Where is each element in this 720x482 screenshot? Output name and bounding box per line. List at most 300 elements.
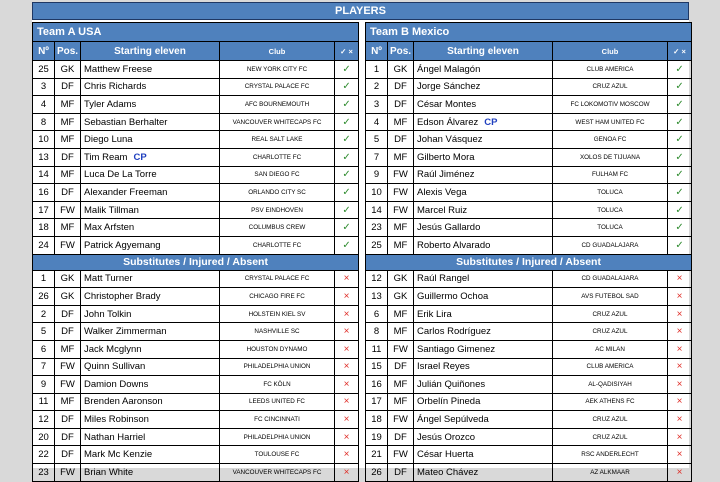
player-name [81, 464, 220, 482]
club-name: CD GUADALAJARA [553, 270, 668, 288]
position: FW [55, 464, 81, 482]
substitute-row [366, 411, 692, 429]
col-status-header: ✓ × [668, 42, 692, 61]
shirt-number: 22 [33, 446, 55, 464]
club-name: CRUZ AZUL [553, 411, 668, 429]
cross-icon: × [335, 358, 359, 376]
cross-icon: × [668, 323, 692, 341]
team-name: Mexico [411, 26, 450, 38]
cross-icon: × [335, 393, 359, 411]
player-name [81, 148, 220, 166]
player-name [414, 376, 553, 394]
club-name: HOLSTEIN KIEL SV [220, 305, 335, 323]
position: GK [55, 270, 81, 288]
player-name-text: Jesús Orozco [417, 431, 476, 443]
substitute-row [33, 376, 359, 394]
starting-player-row [366, 219, 692, 237]
starting-player-row [33, 113, 359, 131]
club-name: NEW YORK CITY FC [220, 61, 335, 79]
club-name: CRYSTAL PALACE FC [220, 270, 335, 288]
cross-icon: × [335, 446, 359, 464]
player-name-text: Gilberto Mora [417, 151, 475, 163]
substitute-row [33, 428, 359, 446]
player-name-text: Tyler Adams [84, 98, 137, 110]
col-number-header: Nº [366, 42, 388, 61]
check-icon: ✓ [335, 78, 359, 96]
position: DF [388, 96, 414, 114]
player-name [414, 428, 553, 446]
club-name: FC LOKOMOTIV MOSCOW [553, 96, 668, 114]
check-icon: ✓ [335, 236, 359, 254]
player-name [414, 446, 553, 464]
position: FW [388, 184, 414, 202]
cross-icon: × [335, 323, 359, 341]
team-a-panel [32, 22, 358, 482]
player-name [414, 288, 553, 306]
club-name: WEST HAM UNITED FC [553, 113, 668, 131]
club-name: CHARLOTTE FC [220, 148, 335, 166]
starting-player-row [366, 148, 692, 166]
position: FW [388, 166, 414, 184]
substitute-row [33, 340, 359, 358]
shirt-number: 10 [33, 131, 55, 149]
player-name-text: Nathan Harriel [84, 431, 146, 443]
substitute-row [33, 446, 359, 464]
substitute-row [33, 464, 359, 482]
shirt-number: 12 [33, 411, 55, 429]
shirt-number: 19 [366, 428, 388, 446]
cross-icon: × [335, 428, 359, 446]
substitute-row [366, 340, 692, 358]
player-name-text: Max Arfsten [84, 222, 135, 234]
player-name [414, 96, 553, 114]
position: MF [388, 219, 414, 237]
position: FW [55, 358, 81, 376]
starting-player-row [33, 166, 359, 184]
club-name: TOLUCA [553, 201, 668, 219]
club-name: XOLOS DE TIJUANA [553, 148, 668, 166]
position: DF [388, 78, 414, 96]
player-name [81, 428, 220, 446]
shirt-number: 18 [366, 411, 388, 429]
club-name: CHICAGO FIRE FC [220, 288, 335, 306]
player-name [414, 464, 553, 482]
captain-badge: CP [484, 116, 498, 128]
substitute-row [366, 270, 692, 288]
player-name-text: Jack Mcglynn [84, 343, 142, 355]
position: MF [388, 113, 414, 131]
position: DF [388, 131, 414, 149]
player-name [414, 358, 553, 376]
substitutes-header: Substitutes / Injured / Absent [366, 254, 692, 270]
club-name: CHARLOTTE FC [220, 236, 335, 254]
column-header-row [33, 42, 359, 61]
position: DF [55, 446, 81, 464]
position: MF [388, 393, 414, 411]
col-starting-header: Starting eleven [414, 42, 553, 61]
club-name: HOUSTON DYNAMO [220, 340, 335, 358]
player-name [81, 323, 220, 341]
player-name-text: Orbelín Pineda [417, 396, 481, 408]
shirt-number: 13 [33, 148, 55, 166]
shirt-number: 23 [366, 219, 388, 237]
starting-player-row [366, 131, 692, 149]
club-name: VANCOUVER WHITECAPS FC [220, 464, 335, 482]
club-name: FC CINCINNATI [220, 411, 335, 429]
player-name [81, 166, 220, 184]
position: MF [388, 376, 414, 394]
substitute-row [366, 446, 692, 464]
team-header [33, 23, 359, 42]
check-icon: ✓ [668, 96, 692, 114]
player-name [414, 340, 553, 358]
player-name-text: Jesús Gallardo [417, 222, 481, 234]
shirt-number: 10 [366, 184, 388, 202]
player-name-text: Santiago Gimenez [417, 343, 496, 355]
player-name-text: César Huerta [417, 449, 474, 461]
cross-icon: × [668, 305, 692, 323]
club-name: COLUMBUS CREW [220, 219, 335, 237]
position: FW [55, 236, 81, 254]
starting-player-row [366, 113, 692, 131]
player-name-text: Quinn Sullivan [84, 361, 146, 373]
player-name-text: Jorge Sánchez [417, 81, 481, 93]
player-name-text: Erik Lira [417, 308, 452, 320]
position: DF [55, 78, 81, 96]
club-name: CRUZ AZUL [553, 428, 668, 446]
player-name-text: Malik Tillman [84, 204, 139, 216]
position: GK [388, 288, 414, 306]
player-name [414, 148, 553, 166]
club-name: VANCOUVER WHITECAPS FC [220, 113, 335, 131]
cross-icon: × [335, 464, 359, 482]
player-name [81, 131, 220, 149]
club-name: AFC BOURNEMOUTH [220, 96, 335, 114]
team-b-table [365, 22, 692, 482]
player-name [81, 184, 220, 202]
team-label: Team A [37, 26, 76, 38]
player-name [81, 358, 220, 376]
player-name-text: César Montes [417, 98, 477, 110]
starting-player-row [33, 148, 359, 166]
col-position-header: Pos. [388, 42, 414, 61]
player-name-text: Sebastian Berhalter [84, 116, 168, 128]
starting-player-row [366, 61, 692, 79]
player-name [81, 96, 220, 114]
player-name-text: Damion Downs [84, 378, 149, 390]
player-name [414, 78, 553, 96]
shirt-number: 25 [366, 236, 388, 254]
position: DF [55, 428, 81, 446]
player-name-text: Mateo Chávez [417, 466, 479, 478]
player-name-text: Roberto Alvarado [417, 239, 491, 251]
position: DF [388, 464, 414, 482]
check-icon: ✓ [335, 61, 359, 79]
player-name-text: Raúl Rangel [417, 273, 470, 285]
shirt-number: 2 [366, 78, 388, 96]
club-name: PHILADELPHIA UNION [220, 428, 335, 446]
position: MF [55, 113, 81, 131]
shirt-number: 9 [33, 376, 55, 394]
check-icon: ✓ [335, 184, 359, 202]
club-name: AL-QADISIYAH [553, 376, 668, 394]
substitute-row [366, 428, 692, 446]
starting-player-row [33, 131, 359, 149]
position: DF [55, 323, 81, 341]
position: GK [55, 61, 81, 79]
starting-player-row [33, 236, 359, 254]
shirt-number: 2 [33, 305, 55, 323]
player-name-text: Matthew Freese [84, 63, 153, 75]
check-icon: ✓ [335, 113, 359, 131]
starting-player-row [33, 61, 359, 79]
player-name-text: Matt Turner [84, 273, 133, 285]
position: FW [388, 446, 414, 464]
cross-icon: × [335, 376, 359, 394]
player-name-text: Patrick Agyemang [84, 239, 161, 251]
player-name [414, 393, 553, 411]
club-name: TOULOUSE FC [220, 446, 335, 464]
check-icon: ✓ [668, 184, 692, 202]
player-name-text: Brian White [84, 466, 134, 478]
cross-icon: × [335, 340, 359, 358]
shirt-number: 11 [366, 340, 388, 358]
substitute-row [366, 393, 692, 411]
club-name: AEK ATHENS FC [553, 393, 668, 411]
cross-icon: × [668, 428, 692, 446]
starting-player-row [33, 219, 359, 237]
position: MF [388, 323, 414, 341]
position: DF [55, 184, 81, 202]
check-icon: ✓ [668, 113, 692, 131]
position: FW [55, 376, 81, 394]
cross-icon: × [335, 270, 359, 288]
shirt-number: 13 [366, 288, 388, 306]
cross-icon: × [668, 340, 692, 358]
player-name [414, 219, 553, 237]
starting-player-row [366, 78, 692, 96]
starting-player-row [366, 201, 692, 219]
team-title [366, 23, 692, 42]
player-name [81, 78, 220, 96]
position: MF [55, 393, 81, 411]
position: DF [388, 428, 414, 446]
starting-player-row [366, 184, 692, 202]
col-starting-header: Starting eleven [81, 42, 220, 61]
starting-player-row [33, 96, 359, 114]
player-name [414, 201, 553, 219]
check-icon: ✓ [335, 219, 359, 237]
check-icon: ✓ [668, 61, 692, 79]
shirt-number: 17 [366, 393, 388, 411]
player-name-text: Chris Richards [84, 81, 147, 93]
club-name: PHILADELPHIA UNION [220, 358, 335, 376]
column-header-row [366, 42, 692, 61]
substitute-row [33, 323, 359, 341]
player-name-text: Marcel Ruiz [417, 204, 468, 216]
shirt-number: 23 [33, 464, 55, 482]
starting-player-row [366, 236, 692, 254]
shirt-number: 8 [366, 323, 388, 341]
club-name: TOLUCA [553, 219, 668, 237]
club-name: FULHAM FC [553, 166, 668, 184]
club-name: REAL SALT LAKE [220, 131, 335, 149]
shirt-number: 25 [33, 61, 55, 79]
starting-player-row [33, 184, 359, 202]
player-name-text: Ángel Malagón [417, 63, 481, 75]
club-name: AZ ALKMAAR [553, 464, 668, 482]
shirt-number: 4 [33, 96, 55, 114]
cross-icon: × [335, 305, 359, 323]
lineup-sheet [32, 2, 689, 478]
shirt-number: 7 [366, 148, 388, 166]
club-name: GENOA FC [553, 131, 668, 149]
cross-icon: × [668, 464, 692, 482]
check-icon: ✓ [668, 201, 692, 219]
player-name-text: Johan Vásquez [417, 134, 483, 146]
club-name: RSC ANDERLECHT [553, 446, 668, 464]
position: GK [388, 61, 414, 79]
position: MF [55, 131, 81, 149]
position: FW [388, 201, 414, 219]
cross-icon: × [668, 446, 692, 464]
player-name [414, 131, 553, 149]
position: DF [55, 305, 81, 323]
player-name-text: Raúl Jiménez [417, 169, 475, 181]
substitute-row [33, 270, 359, 288]
player-name-text: Tim Ream [84, 151, 128, 163]
player-name [414, 323, 553, 341]
player-name-text: Christopher Brady [84, 290, 161, 302]
club-name: SAN DIEGO FC [220, 166, 335, 184]
cross-icon: × [668, 376, 692, 394]
shirt-number: 18 [33, 219, 55, 237]
club-name: CD GUADALAJARA [553, 236, 668, 254]
starting-player-row [366, 96, 692, 114]
player-name [81, 305, 220, 323]
shirt-number: 16 [366, 376, 388, 394]
player-name [81, 393, 220, 411]
position: GK [55, 288, 81, 306]
shirt-number: 5 [33, 323, 55, 341]
check-icon: ✓ [668, 131, 692, 149]
player-name-text: John Tolkin [84, 308, 132, 320]
check-icon: ✓ [668, 219, 692, 237]
substitute-row [366, 305, 692, 323]
shirt-number: 3 [33, 78, 55, 96]
starting-player-row [33, 78, 359, 96]
player-name [81, 236, 220, 254]
substitutes-header-row [366, 254, 692, 270]
check-icon: ✓ [335, 166, 359, 184]
check-icon: ✓ [668, 166, 692, 184]
team-b-panel [365, 22, 691, 482]
club-name: CRUZ AZUL [553, 78, 668, 96]
check-icon: ✓ [668, 78, 692, 96]
substitute-row [366, 464, 692, 482]
shirt-number: 11 [33, 393, 55, 411]
shirt-number: 14 [366, 201, 388, 219]
position: FW [388, 411, 414, 429]
club-name: LEEDS UNITED FC [220, 393, 335, 411]
substitute-row [366, 323, 692, 341]
shirt-number: 24 [33, 236, 55, 254]
check-icon: ✓ [668, 236, 692, 254]
player-name [81, 411, 220, 429]
team-a-table [32, 22, 359, 482]
col-status-header: ✓ × [335, 42, 359, 61]
player-name [81, 113, 220, 131]
shirt-number: 5 [366, 131, 388, 149]
club-name: AVS FUTEBOL SAD [553, 288, 668, 306]
club-name: CRUZ AZUL [553, 305, 668, 323]
cross-icon: × [668, 270, 692, 288]
shirt-number: 6 [366, 305, 388, 323]
col-position-header: Pos. [55, 42, 81, 61]
player-name [414, 305, 553, 323]
position: MF [55, 219, 81, 237]
position: DF [55, 411, 81, 429]
substitute-row [33, 288, 359, 306]
substitute-row [33, 305, 359, 323]
position: MF [55, 96, 81, 114]
player-name [81, 61, 220, 79]
substitute-row [33, 411, 359, 429]
player-name-text: Alexis Vega [417, 186, 467, 198]
substitute-row [366, 376, 692, 394]
starting-player-row [33, 201, 359, 219]
captain-badge: CP [133, 151, 147, 163]
player-name-text: Ángel Sepúlveda [417, 414, 489, 426]
substitutes-header-row [33, 254, 359, 270]
player-name-text: Brenden Aaronson [84, 396, 163, 408]
shirt-number: 26 [33, 288, 55, 306]
shirt-number: 15 [366, 358, 388, 376]
position: FW [55, 201, 81, 219]
position: DF [388, 358, 414, 376]
check-icon: ✓ [668, 148, 692, 166]
player-name [81, 219, 220, 237]
shirt-number: 17 [33, 201, 55, 219]
club-name: CLUB AMERICA [553, 358, 668, 376]
check-icon: ✓ [335, 201, 359, 219]
team-title [33, 23, 359, 42]
shirt-number: 7 [33, 358, 55, 376]
check-icon: ✓ [335, 131, 359, 149]
team-name: USA [78, 26, 102, 38]
player-name [81, 446, 220, 464]
col-club-header: Club [553, 42, 668, 61]
player-name [81, 340, 220, 358]
substitutes-header: Substitutes / Injured / Absent [33, 254, 359, 270]
club-name: FC KÖLN [220, 376, 335, 394]
shirt-number: 8 [33, 113, 55, 131]
player-name [414, 184, 553, 202]
substitute-row [33, 358, 359, 376]
player-name-text: Miles Robinson [84, 414, 149, 426]
player-name-text: Julián Quiñones [417, 378, 486, 390]
player-name [414, 270, 553, 288]
player-name-text: Israel Reyes [417, 361, 470, 373]
substitute-row [366, 358, 692, 376]
shirt-number: 20 [33, 428, 55, 446]
player-name-text: Diego Luna [84, 134, 133, 146]
position: MF [55, 340, 81, 358]
cross-icon: × [668, 288, 692, 306]
shirt-number: 26 [366, 464, 388, 482]
club-name: ORLANDO CITY SC [220, 184, 335, 202]
cross-icon: × [668, 358, 692, 376]
